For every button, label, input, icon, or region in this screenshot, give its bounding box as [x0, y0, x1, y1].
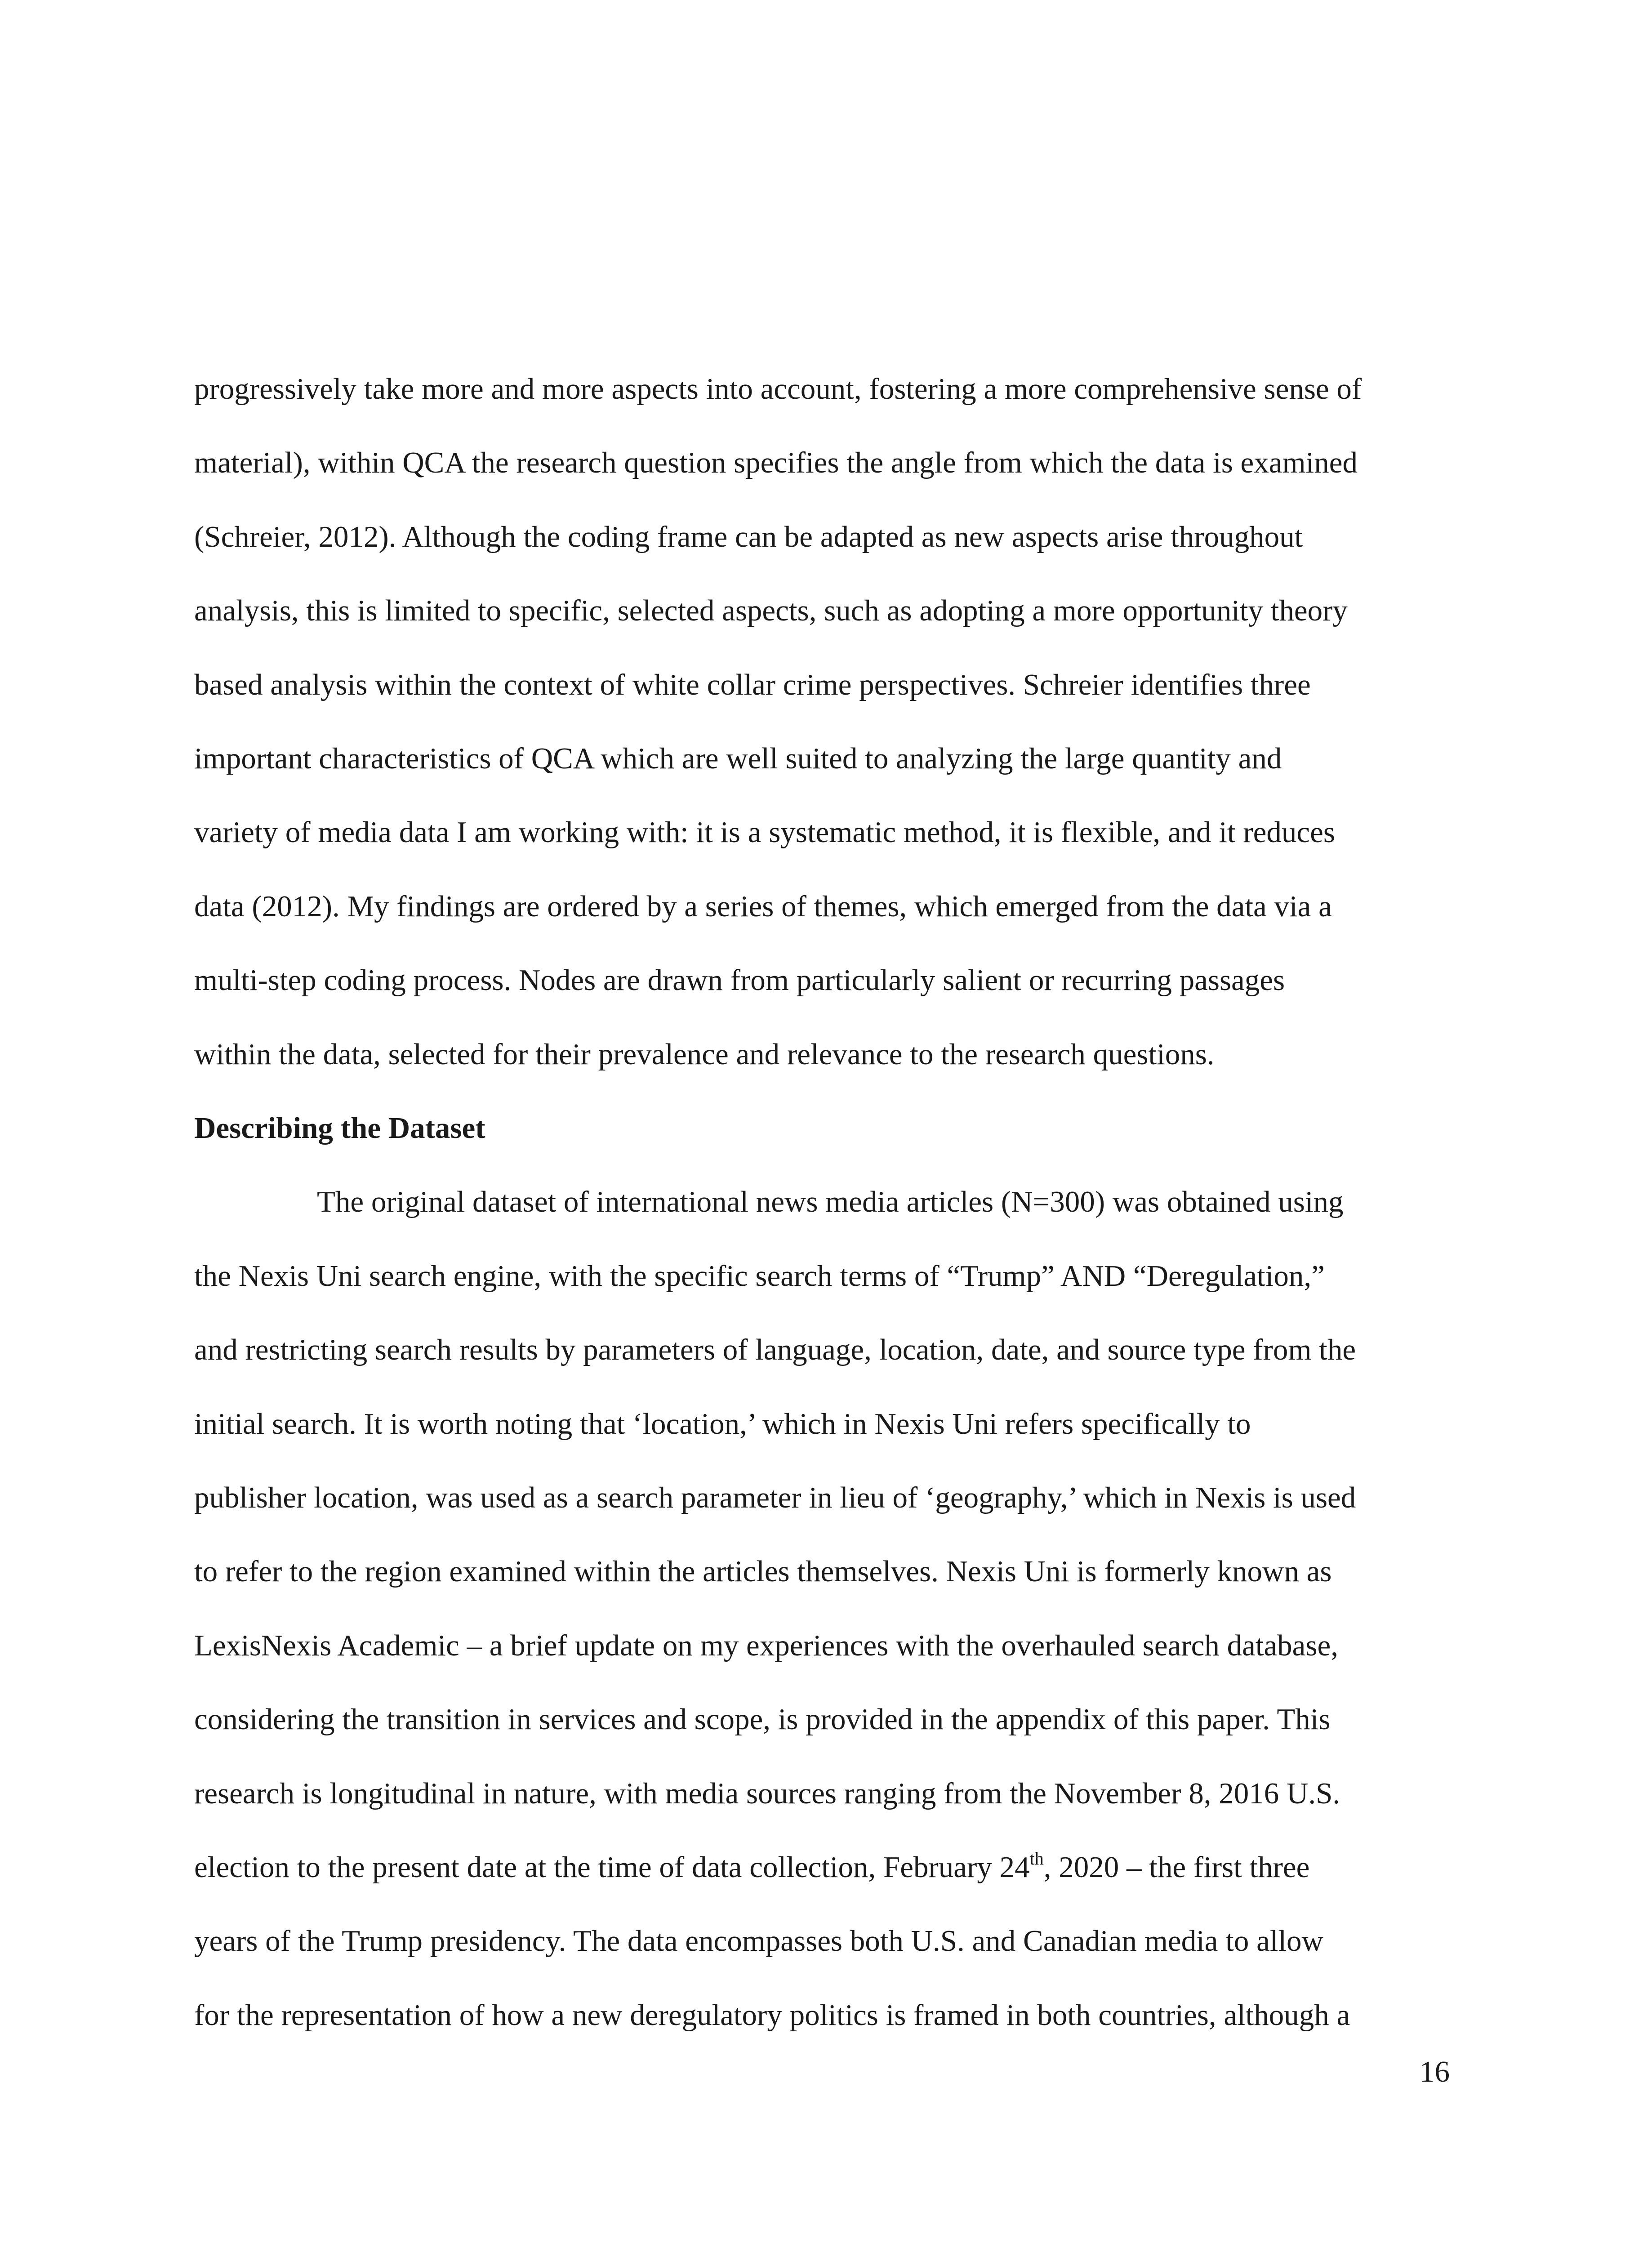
text-line: based analysis within the context of white collar crime perspectives. Schreier identifies three — [194, 668, 1311, 701]
text-line: data (2012). My findings are ordered by a series of themes, which emerged from the data via a — [194, 890, 1332, 923]
text-line: the Nexis Uni search engine, with the specific search terms of “Trump” AND “Deregulation,” — [194, 1259, 1325, 1293]
text-line — [194, 1848, 1310, 1884]
text-segment: election to the present date at the time of data collection, February 24 — [194, 1851, 1030, 1884]
text-line: research is longitudinal in nature, with media sources ranging from the November 8, 2016 U.S. — [194, 1777, 1340, 1810]
page-number: 16 — [1420, 2055, 1450, 2088]
ordinal-superscript: th — [1029, 1848, 1044, 1869]
text-line: years of the Trump presidency. The data encompasses both U.S. and Canadian media to allow — [194, 1924, 1323, 1958]
text-line: analysis, this is limited to specific, selected aspects, such as adopting a more opportunity theory — [194, 594, 1348, 627]
text-line: The original dataset of international news media articles (N=300) was obtained using — [317, 1185, 1344, 1218]
text-line: variety of media data I am working with: it is a systematic method, it is flexible, and it reduces — [194, 816, 1335, 849]
text-line: to refer to the region examined within the articles themselves. Nexis Uni is formerly known as — [194, 1555, 1332, 1588]
text-line: important characteristics of QCA which are well suited to analyzing the large quantity and — [194, 742, 1282, 775]
text-line: LexisNexis Academic – a brief update on my experiences with the overhauled search database, — [194, 1629, 1338, 1662]
text-line: publisher location, was used as a search parameter in lieu of ‘geography,’ which in Nexis is used — [194, 1481, 1356, 1514]
text-line: initial search. It is worth noting that ‘location,’ which in Nexis Uni refers specifically to — [194, 1407, 1251, 1441]
text-segment: , 2020 – the first three — [1043, 1851, 1310, 1884]
text-line: multi-step coding process. Nodes are drawn from particularly salient or recurring passages — [194, 963, 1285, 997]
section-heading: Describing the Dataset — [194, 1111, 485, 1145]
text-line: for the representation of how a new deregulatory politics is framed in both countries, although a — [194, 1998, 1350, 2032]
text-line: within the data, selected for their prevalence and relevance to the research questions. — [194, 1038, 1215, 1071]
text-line: considering the transition in services and scope, is provided in the appendix of this paper. This — [194, 1703, 1331, 1736]
text-line: (Schreier, 2012). Although the coding frame can be adapted as new aspects arise throughout — [194, 520, 1303, 553]
text-line: and restricting search results by parameters of language, location, date, and source type from the — [194, 1333, 1356, 1366]
text-line: material), within QCA the research question specifies the angle from which the data is examined — [194, 446, 1358, 479]
text-line: progressively take more and more aspects into account, fostering a more comprehensive sense of — [194, 372, 1362, 406]
